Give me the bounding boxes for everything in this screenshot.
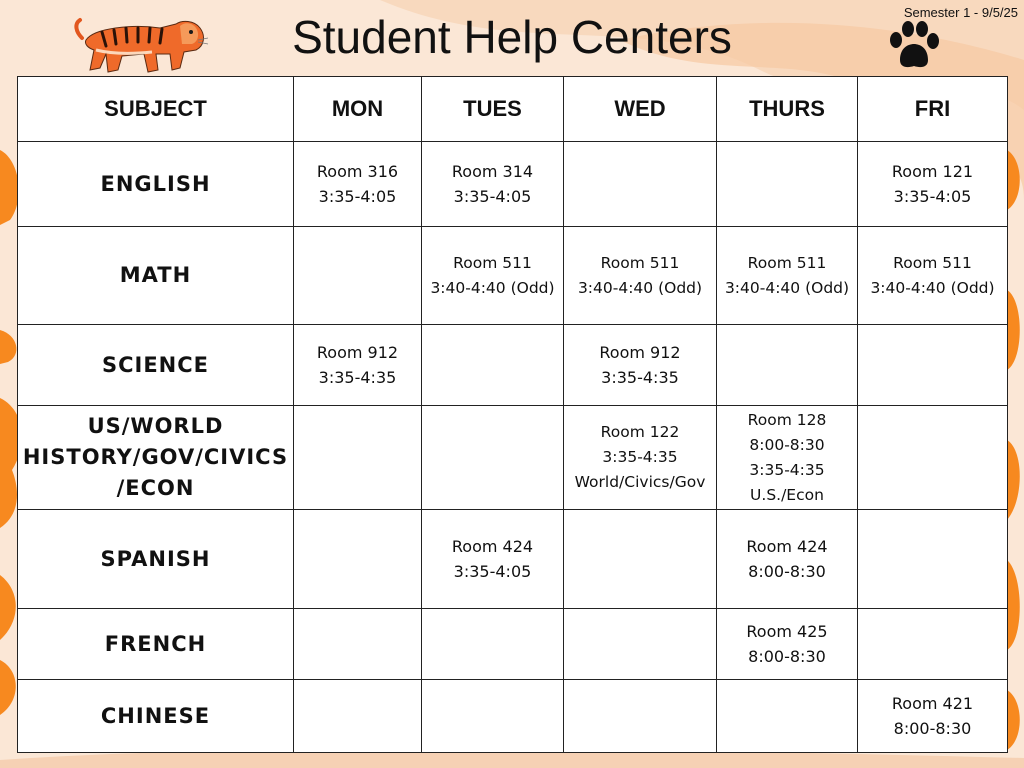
schedule-cell <box>858 609 1008 680</box>
schedule-cell: Room 912 3:35-4:35 <box>564 325 717 406</box>
schedule-cell <box>564 142 717 227</box>
table-row-chinese <box>18 680 1008 753</box>
schedule-cell <box>717 325 858 406</box>
schedule-cell: Room 122 3:35-4:35 World/Civics/Gov <box>564 406 717 510</box>
schedule-cell: Room 316 3:35-4:05 <box>294 142 422 227</box>
schedule-cell <box>564 680 717 753</box>
schedule-cell <box>422 325 564 406</box>
schedule-cell <box>564 609 717 680</box>
table-row-history <box>18 406 1008 510</box>
table-row-french <box>18 609 1008 680</box>
schedule-cell: Room 912 3:35-4:35 <box>294 325 422 406</box>
subject-cell: US/WORLD HISTORY/GOV/CIVICS /ECON <box>18 406 294 510</box>
page-title: Student Help Centers <box>292 11 732 63</box>
subject-cell: MATH <box>18 227 294 325</box>
header-mon: MON <box>294 77 422 142</box>
schedule-cell <box>294 510 422 609</box>
schedule-cell: Room 425 8:00-8:30 <box>717 609 858 680</box>
header-thurs: THURS <box>717 77 858 142</box>
schedule-cell: Room 314 3:35-4:05 <box>422 142 564 227</box>
schedule-cell: Room 511 3:40-4:40 (Odd) <box>858 227 1008 325</box>
header-subject: SUBJECT <box>18 77 294 142</box>
schedule-cell: Room 511 3:40-4:40 (Odd) <box>564 227 717 325</box>
subject-cell: CHINESE <box>18 680 294 753</box>
help-center-schedule-table <box>17 76 1008 753</box>
subject-cell: ENGLISH <box>18 142 294 227</box>
schedule-cell: Room 128 8:00-8:30 3:35-4:35 U.S./Econ <box>717 406 858 510</box>
schedule-cell <box>294 406 422 510</box>
schedule-cell <box>564 510 717 609</box>
schedule-cell: Room 121 3:35-4:05 <box>858 142 1008 227</box>
subject-cell: FRENCH <box>18 609 294 680</box>
schedule-cell <box>717 142 858 227</box>
schedule-cell <box>422 609 564 680</box>
table-row-math <box>18 227 1008 325</box>
schedule-cell <box>294 609 422 680</box>
header-wed: WED <box>564 77 717 142</box>
semester-label: Semester 1 - 9/5/25 <box>903 5 1018 20</box>
subject-cell: SCIENCE <box>18 325 294 406</box>
schedule-cell <box>294 227 422 325</box>
table-row-science <box>18 325 1008 406</box>
header-fri: FRI <box>858 77 1008 142</box>
schedule-cell <box>858 510 1008 609</box>
schedule-cell <box>717 680 858 753</box>
schedule-cell <box>422 406 564 510</box>
schedule-cell <box>422 680 564 753</box>
schedule-cell <box>858 406 1008 510</box>
subject-cell: SPANISH <box>18 510 294 609</box>
table-header-row <box>18 77 1008 142</box>
schedule-cell <box>294 680 422 753</box>
schedule-cell: Room 424 3:35-4:05 <box>422 510 564 609</box>
table-row-english <box>18 142 1008 227</box>
table-row-spanish <box>18 510 1008 609</box>
schedule-cell: Room 511 3:40-4:40 (Odd) <box>422 227 564 325</box>
schedule-cell: Room 511 3:40-4:40 (Odd) <box>717 227 858 325</box>
header-tues: TUES <box>422 77 564 142</box>
schedule-cell: Room 424 8:00-8:30 <box>717 510 858 609</box>
schedule-cell <box>858 325 1008 406</box>
schedule-cell: Room 421 8:00-8:30 <box>858 680 1008 753</box>
